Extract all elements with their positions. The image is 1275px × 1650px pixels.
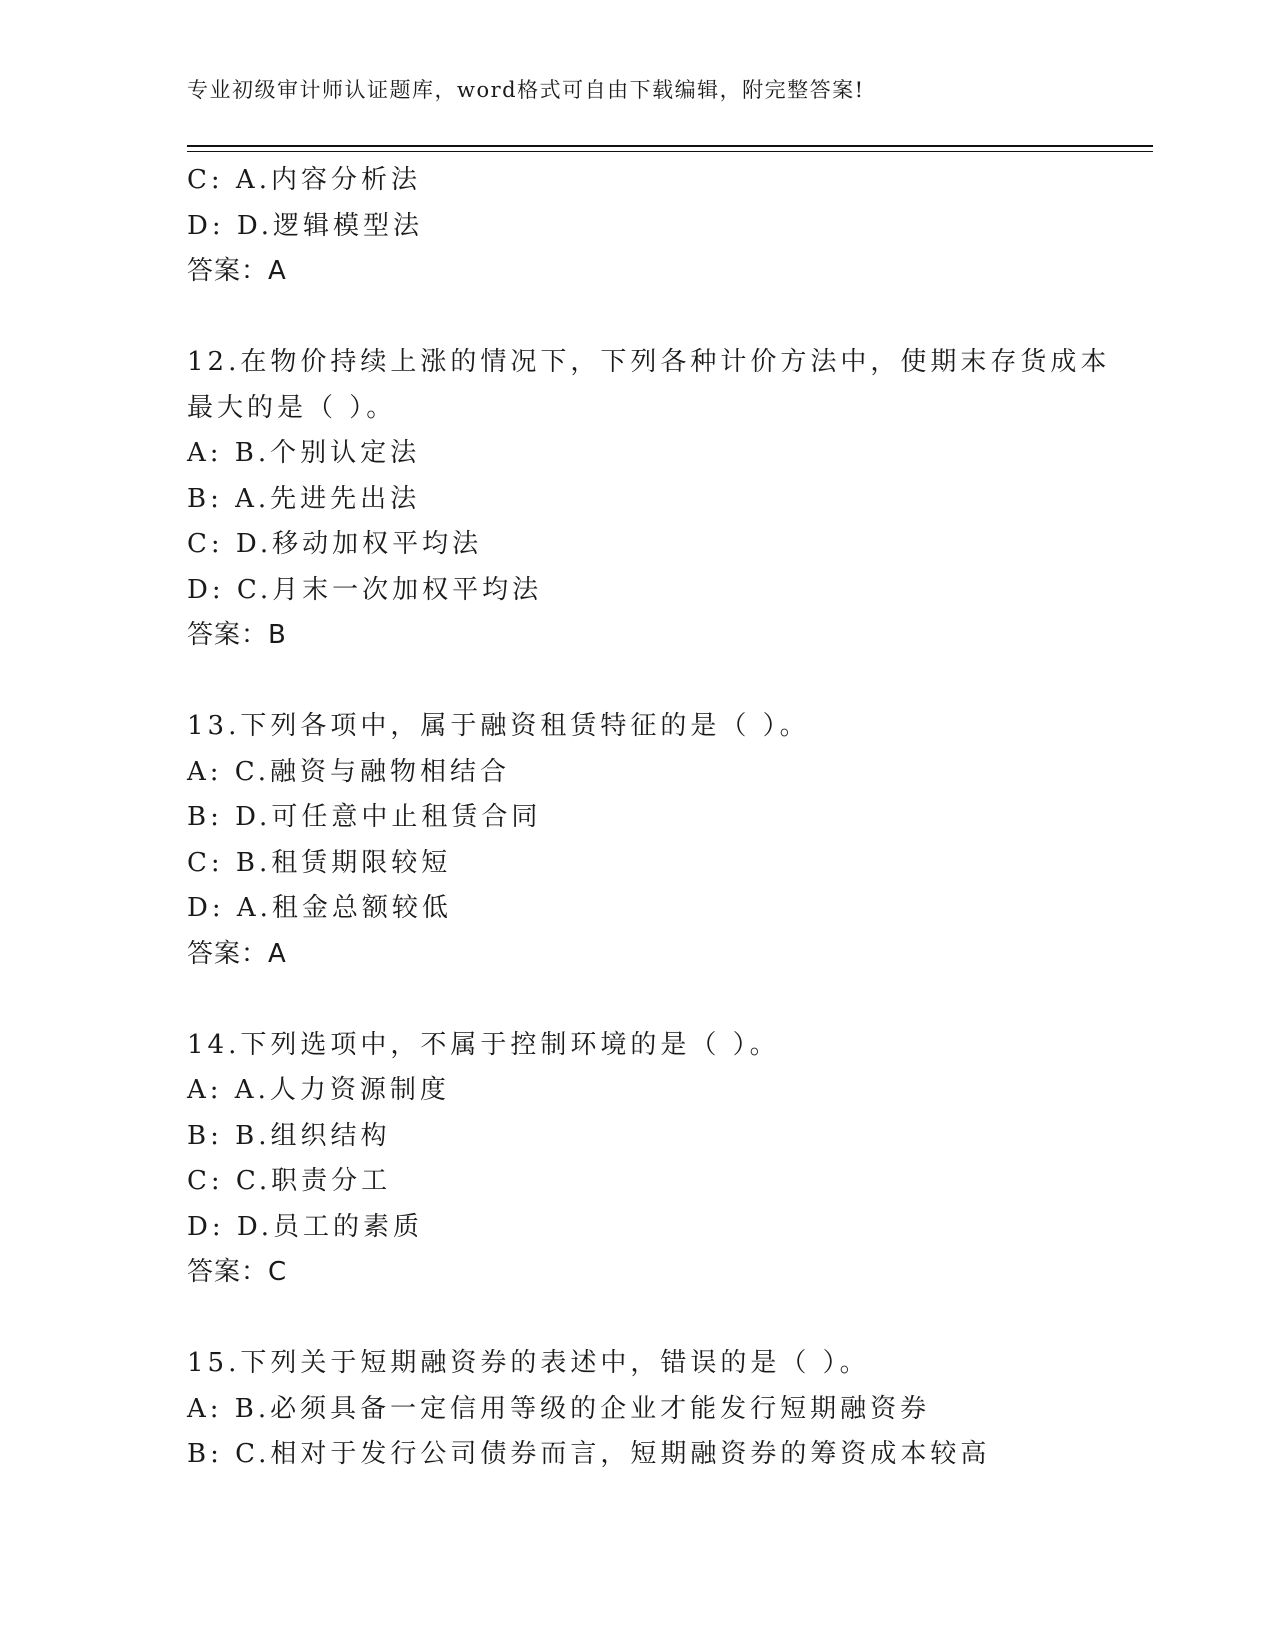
- option-c: C: D.移动加权平均法: [187, 529, 483, 559]
- answer-line: 答案：A: [187, 256, 287, 286]
- spacer: [187, 295, 1153, 341]
- option-a: A: A.人力资源制度: [187, 1075, 450, 1105]
- question-14: [187, 1023, 1153, 1296]
- option-c: C: A.内容分析法: [187, 165, 421, 195]
- question-stem: 最大的是（ ）。: [187, 392, 397, 423]
- answer-line: 答案：A: [187, 938, 287, 969]
- option-a: A: C.融资与融物相结合: [187, 756, 511, 787]
- question-list: [187, 158, 1153, 1478]
- option-b: B: A.先进先出法: [187, 483, 421, 514]
- option-b: B: B.组织结构: [187, 1120, 391, 1151]
- header-rule-thin: [187, 151, 1153, 152]
- option-c: C: C.职责分工: [187, 1166, 392, 1196]
- question-11-fragment: [187, 158, 1153, 295]
- option-b: B: D.可任意中止租赁合同: [187, 802, 542, 832]
- answer-line: 答案：B: [187, 620, 287, 650]
- question-stem: 13.下列各项中，属于融资租赁特征的是（ ）。: [187, 711, 810, 741]
- option-d: D: A.租金总额较低: [187, 893, 452, 923]
- question-12: [187, 340, 1153, 659]
- spacer: [187, 659, 1153, 705]
- spacer: [187, 1296, 1153, 1342]
- option-a: A: B.个别认定法: [187, 438, 421, 468]
- question-13: [187, 704, 1153, 977]
- question-stem: 14.下列选项中，不属于控制环境的是（ ）。: [187, 1029, 780, 1060]
- question-stem: 15.下列关于短期融资券的表述中，错误的是（ ）。: [187, 1348, 870, 1378]
- question-15: [187, 1341, 1153, 1478]
- option-b: B: C.相对于发行公司债券而言，短期融资券的筹资成本较高: [187, 1439, 991, 1469]
- option-a: A: B.必须具备一定信用等级的企业才能发行短期融资券: [187, 1393, 931, 1424]
- option-c: C: B.租赁期限较短: [187, 847, 452, 878]
- answer-line: 答案：C: [187, 1257, 288, 1287]
- page-header: 专业初级审计师认证题库，word格式可自由下载编辑，附完整答案!: [187, 78, 865, 102]
- option-d: D: D.逻辑模型法: [187, 210, 424, 241]
- header-rule-thick: [187, 145, 1153, 147]
- question-stem: 12.在物价持续上涨的情况下，下列各种计价方法中，使期末存货成本: [187, 347, 1111, 377]
- option-d: D: C.月末一次加权平均法: [187, 574, 543, 605]
- spacer: [187, 977, 1153, 1023]
- option-d: D: D.员工的素质: [187, 1211, 424, 1242]
